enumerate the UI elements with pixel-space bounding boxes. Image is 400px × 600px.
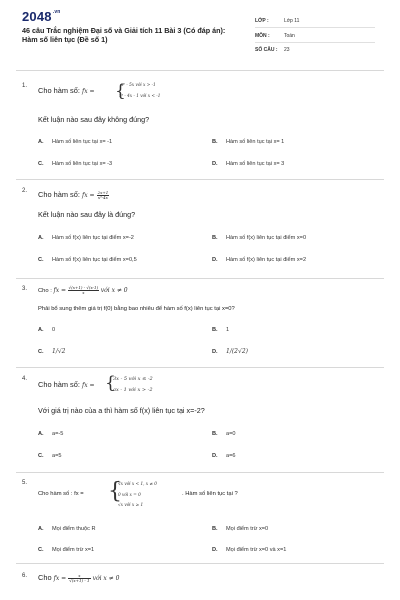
option-c[interactable]: C. Mọi điểm trừ x=1 bbox=[38, 547, 95, 553]
document-header: $2048^{.vn}$ 46 câu Trắc nghiệm Đại số và Giải tích 11 Bài 3 (Có đáp án): Hàm số liên tục (Đề số 1) LỚP : Lớp 11 MÔN : Toán SỐ CÂU : 23 bbox=[0, 0, 400, 64]
fraction: $\frac{2x+1}{\text{x³-4x}}$ bbox=[97, 189, 109, 200]
header-divider bbox=[16, 70, 384, 71]
question-stem: Cho hàm số: fx = bbox=[38, 86, 95, 95]
question-divider bbox=[16, 563, 384, 564]
option-b[interactable]: B. Mọi điểm trừ x=0 bbox=[212, 526, 269, 532]
question-stem: Cho fx = $\frac{x}{√(x+1) - 1}$ với x ≠ 0 bbox=[38, 572, 120, 583]
option-c[interactable]: C. a=5 bbox=[38, 453, 62, 459]
question-prompt: Với giá trị nào của a thì hàm số f(x) liên tục tại x=-2? bbox=[38, 406, 205, 415]
question-number: 2. bbox=[22, 188, 28, 194]
option-d[interactable]: D. Hàm số f(x) liên tục tại điểm x=2 bbox=[212, 257, 307, 263]
fraction: $\frac{x}{√(x+1) - 1}$ bbox=[69, 572, 90, 583]
question-stem: Cho : fx = $\frac{√(x+1) - √(x-1)}{x}$ với x ≠ 0 bbox=[38, 285, 128, 295]
option-c[interactable]: C. Hàm số liên tục tại x= -3 bbox=[38, 161, 113, 167]
question-number: 1. bbox=[22, 83, 28, 89]
option-a[interactable]: A. Hàm số f(x) liên tục tại điểm x=-2 bbox=[38, 235, 134, 241]
piecewise-brace: { bbox=[115, 81, 126, 101]
question-number: 6. bbox=[22, 573, 28, 579]
question-number: 5. bbox=[22, 480, 28, 486]
option-b[interactable]: B. Hàm số liên tục tại x= 1 bbox=[212, 139, 285, 145]
piece-line: x² - 5x với x > -1 bbox=[121, 82, 156, 87]
option-b[interactable]: B. Hàm số f(x) liên tục tại điểm x=0 bbox=[212, 235, 307, 241]
piece-line: 3x - 5 với x ≤ -2 bbox=[113, 376, 153, 382]
site-logo[interactable]: $2048^{.vn}$ bbox=[22, 9, 61, 24]
question-divider bbox=[16, 367, 384, 368]
question-divider bbox=[16, 278, 384, 279]
piece-line: x³ - 4x - 1 với x < -1 bbox=[119, 93, 161, 98]
document-title: 46 câu Trắc nghiệm Đại số và Giải tích 11 Bài 3 (Có đáp án): Hàm số liên tục (Đề số 1) bbox=[22, 26, 226, 44]
question-prompt: Kết luận nào sau đây là đúng? bbox=[38, 210, 136, 219]
question-prompt: Kết luận nào sau đây không đúng? bbox=[38, 115, 150, 124]
option-a[interactable]: A. Hàm số liên tục tại x= -1 bbox=[38, 139, 113, 145]
question-prompt: Phải bổ sung thêm giá trị f(0) bằng bao nhiêu để hàm số f(x) liên tục tại x=0? bbox=[38, 306, 235, 312]
question-number: 3. bbox=[22, 286, 28, 292]
question-divider bbox=[16, 472, 384, 473]
question-stem: Cho hàm số: fx = $\frac{2x+1}{\text{x³-4x}}$ bbox=[38, 189, 109, 200]
option-a[interactable]: A. 0 bbox=[38, 327, 56, 333]
option-c[interactable]: C. Hàm số f(x) liên tục tại điểm x=0,5 bbox=[38, 257, 137, 263]
piece-line: √x với x ≥ 1 bbox=[118, 502, 144, 507]
option-b[interactable]: B. 1 bbox=[212, 327, 230, 333]
piece-line: ∛x với x < 1, x ≠ 0 bbox=[118, 481, 157, 486]
option-b[interactable]: B. a=0 bbox=[212, 431, 236, 437]
question-number: 4. bbox=[22, 376, 28, 382]
option-d[interactable]: D. a=6 bbox=[212, 453, 236, 459]
option-d[interactable]: D. Hàm số liên tục tại x= 3 bbox=[212, 161, 285, 167]
option-c[interactable]: C. 1/√2 bbox=[38, 348, 66, 355]
fraction: $\frac{√(x+1) - √(x-1)}{x}$ bbox=[68, 285, 99, 295]
question-tail: . Hàm số liên tục tại ? bbox=[182, 491, 238, 497]
option-a[interactable]: A. Mọi điểm thuộc R bbox=[38, 526, 96, 532]
question-stem: Cho hàm số: fx = bbox=[38, 380, 95, 389]
piecewise-brace: { bbox=[108, 479, 122, 504]
piecewise-brace: { bbox=[105, 373, 116, 393]
option-d[interactable]: D. 1/(2√2) bbox=[212, 348, 248, 355]
piece-line: ax - 1 với x > -2 bbox=[113, 387, 153, 393]
question-stem: Cho hàm số : fx = bbox=[38, 491, 84, 497]
piece-line: 0 với x = 0 bbox=[118, 492, 141, 497]
option-a[interactable]: A. a=-5 bbox=[38, 431, 64, 437]
option-d[interactable]: D. Mọi điểm trừ x=0 và x=1 bbox=[212, 547, 287, 553]
question-divider bbox=[16, 179, 384, 180]
